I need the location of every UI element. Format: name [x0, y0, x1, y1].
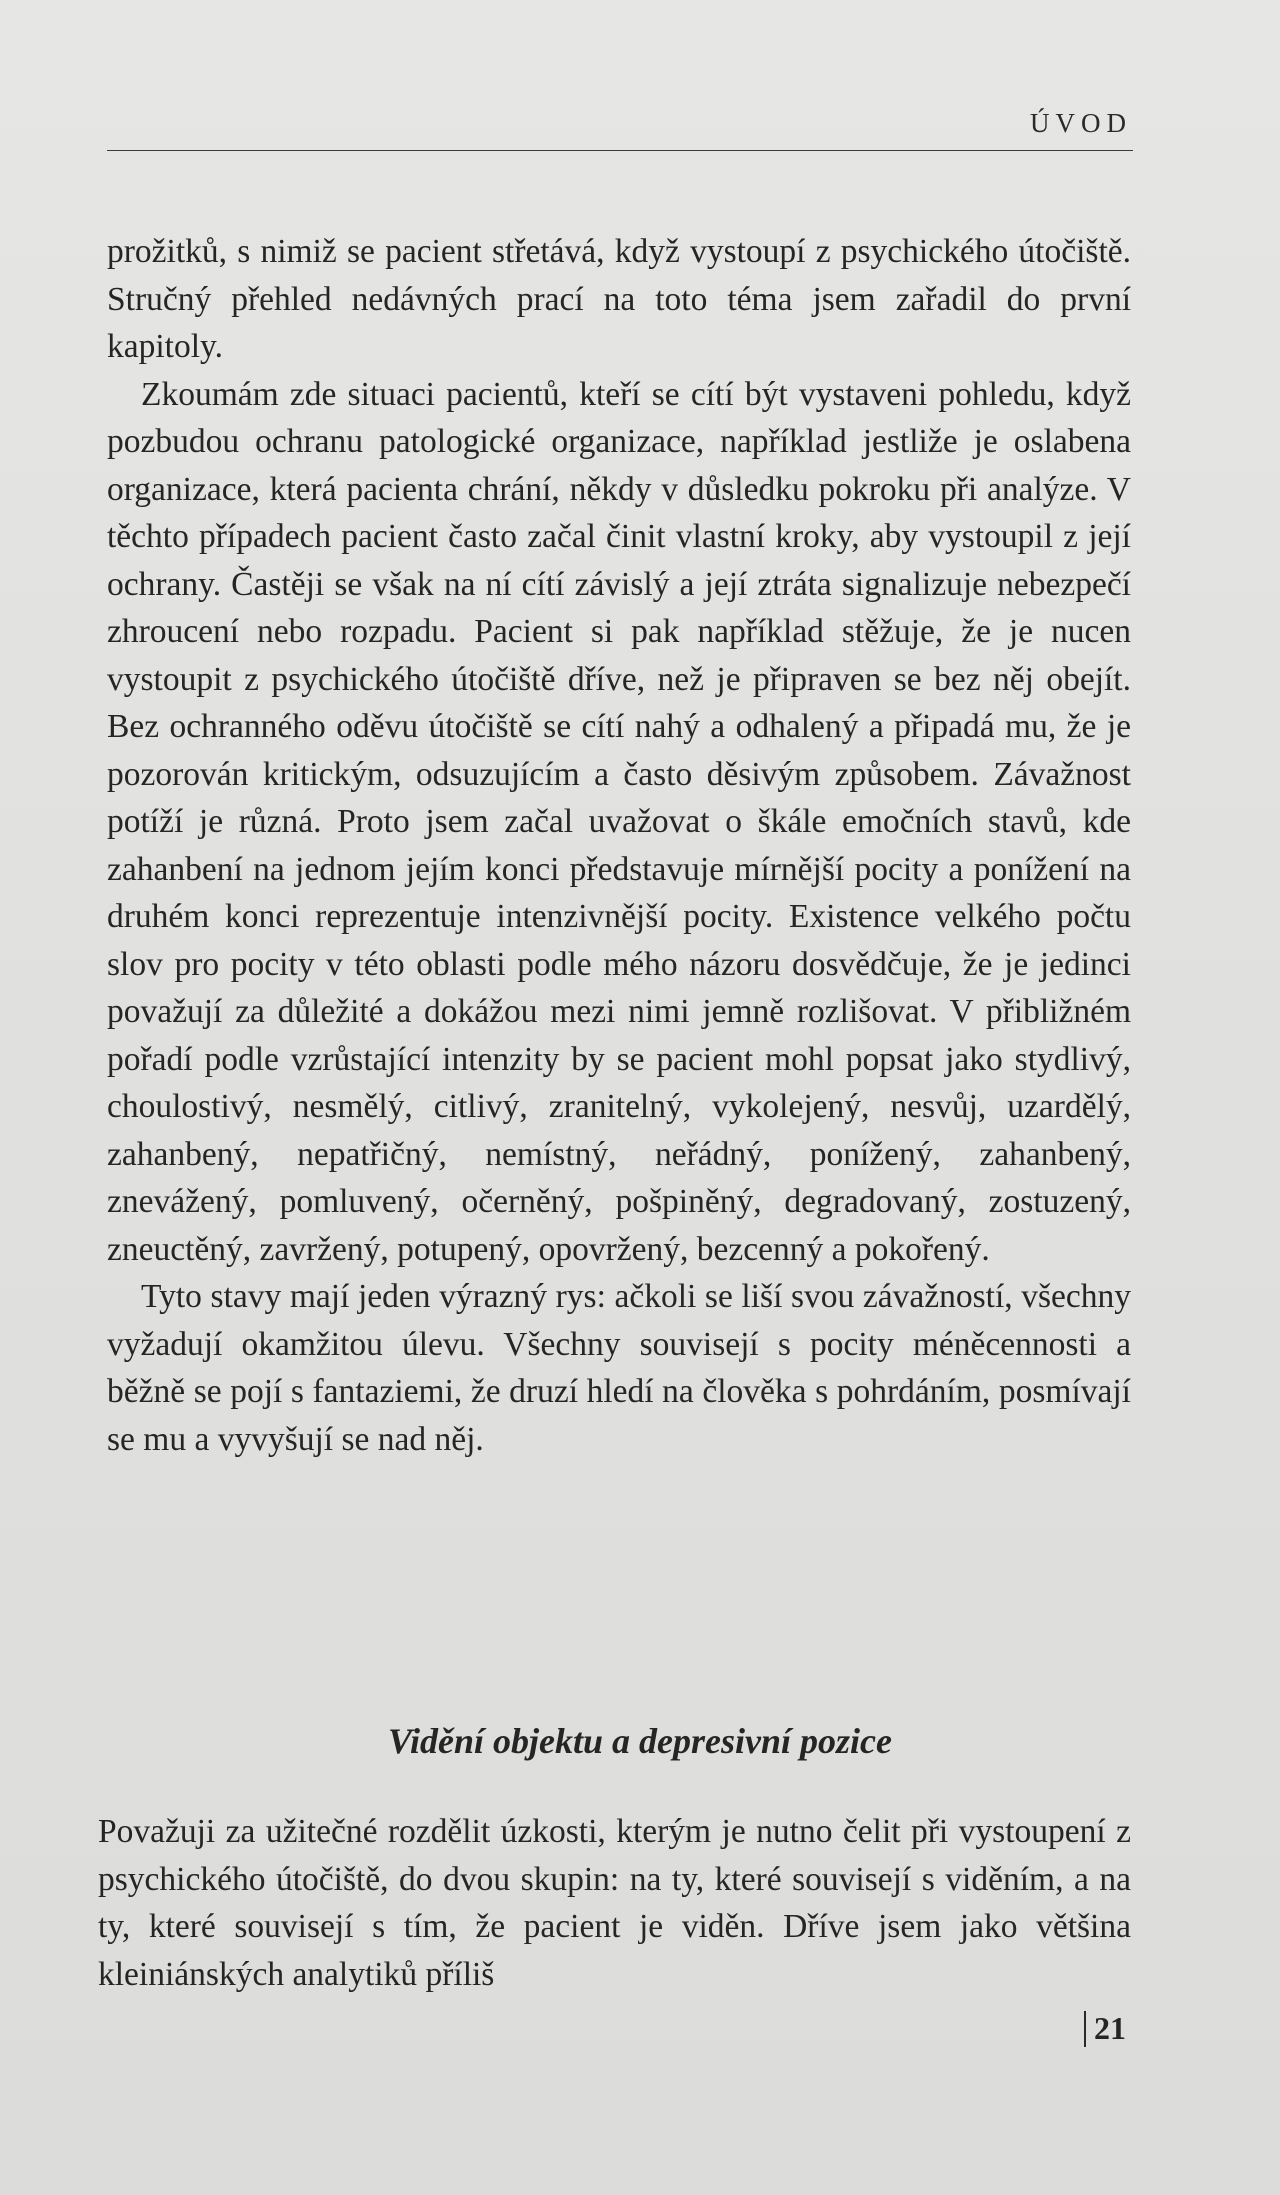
- paragraph-shame-states: Zkoumám zde situaci pacientů, kteří se cítí být vystaveni pohledu, když pozbudou ochranu patologické organizace, například jestliže je oslabena organizace, která pacienta chrání, někdy v důsledku pokroku při analýze. V těchto případech pacient často začal činit vlastní kroky, aby vystoupil z její ochrany. Častěji se však na ní cítí závislý a její ztráta signalizuje nebezpečí zhroucení nebo rozpadu. Pacient si pak například stěžuje, že je nucen vystoupit z psychického útočiště dříve, než je připraven se bez něj obejít. Bez ochranného oděvu útočiště se cítí nahý a odhalený a připadá mu, že je pozorován kritickým, odsuzujícím a často děsivým způsobem. Závažnost potíží je různá. Proto jsem začal uvažovat o škále emočních stavů, kde zahanbení na jednom jejím konci představuje mírnější pocity a ponížení na druhém konci reprezentuje intenzivnější pocity. Existence velkého počtu slov pro pocity v této oblasti podle mého názoru dosvědčuje, že je jedinci považují za důležité a dokážou mezi nimi jemně rozlišovat. V přibližném pořadí podle vzrůstající intenzity by se pacient mohl popsat jako stydlivý, choulostivý, nesmělý, citlivý, zranitelný, vykolejený, nesvůj, uzardělý, zahanbený, nepatřičný, nemístný, neřádný, ponížený, zahanbený, znevážený, pomluvený, očerněný, pošpiněný, degradovaný, zostuzený, zneuctěný, zavržený, potupený, opovržený, bezcenný a pokořený.: [107, 375, 1131, 1268]
- header-rule: [107, 150, 1133, 151]
- body-text: [107, 228, 1131, 1463]
- paragraph-continuation: prožitků, s nimiž se pacient střetává, když vystoupí z psychického útočiště. Stručný přehled nedávných prací na toto téma jsem zařadil do první kapitoly.: [107, 233, 1131, 365]
- section-body: [98, 1808, 1131, 1998]
- paragraph-relief: Tyto stavy mají jeden výrazný rys: ačkoli se liší svou závažností, všechny vyžadují okamžitou úlevu. Všechny souvisejí s pocity méněcennosti a běžně se pojí s fantaziemi, že druzí hledí na člověka s pohrdáním, posmívají se mu a vyvyšují se nad něj.: [107, 1278, 1131, 1458]
- page-number: [1084, 2010, 1126, 2047]
- folio-bar: [1084, 2011, 1086, 2047]
- section-paragraph: Považuji za užitečné rozdělit úzkosti, kterým je nutno čelit při vystoupení z psychického útočiště, do dvou skupin: na ty, které souvisejí s viděním, a na ty, které souvisejí s tím, že pacient je viděn. Dříve jsem jako většina kleiniánských analytiků příliš: [98, 1813, 1131, 1993]
- running-head: ÚVOD: [1030, 108, 1132, 138]
- page-number-value: 21: [1094, 2010, 1126, 2046]
- section-heading: Vidění objektu a depresivní pozice: [388, 1721, 892, 1761]
